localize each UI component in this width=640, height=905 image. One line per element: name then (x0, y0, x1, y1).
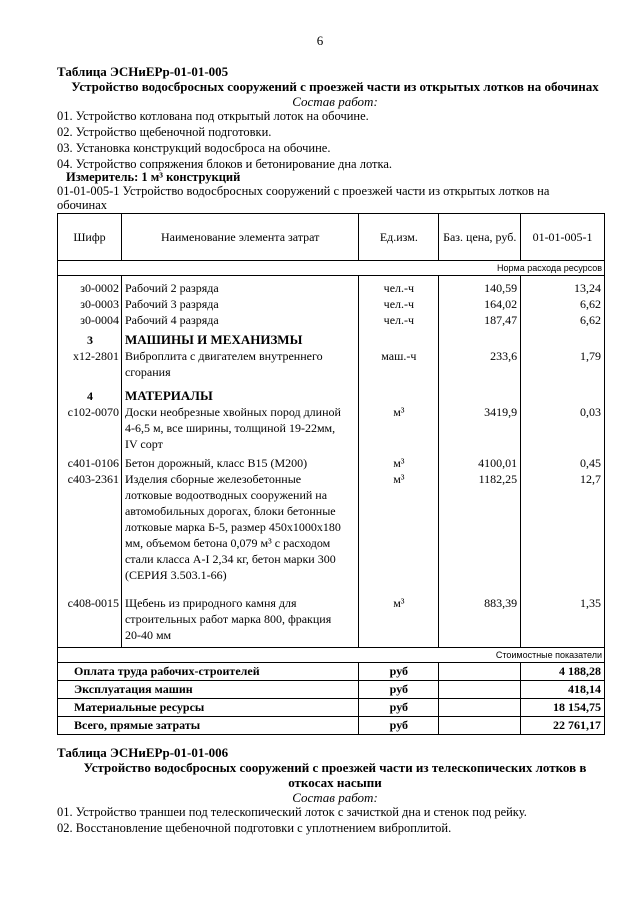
cost-label: Стоимостные показатели (58, 648, 605, 663)
row-unit: м³ (359, 404, 439, 452)
norm-label: Норма расхода ресурсов (58, 261, 605, 276)
row-name-line: автомобильных дорогах, блоки бетонные (124, 504, 336, 518)
table-row (58, 452, 605, 471)
row-price: 4100,01 (439, 452, 521, 471)
table1-sostav-label: Состав работ: (292, 94, 378, 109)
total-name: Оплата труда рабочих-строителей (58, 663, 359, 681)
table-row (58, 583, 605, 648)
table1-subtitle: Устройство водосбросных сооружений с проезжей части из открытых лотков на обочинах (71, 79, 599, 94)
table-row (58, 404, 605, 452)
section-number: 4 (58, 380, 122, 404)
row-unit: м³ (359, 471, 439, 583)
table2-work-item: 01. Устройство траншеи под телескопический лоток с зачисткой дна и стенок под рейку. (57, 805, 527, 819)
cost-label-row (58, 648, 605, 663)
row-norm: 6,62 (521, 296, 605, 312)
row-price: 233,6 (439, 348, 521, 380)
row-price: 187,47 (439, 312, 521, 328)
row-name-line: IV сорт (124, 437, 163, 451)
row-name-line: 20-40 мм (124, 628, 172, 642)
row-name-line: 4-6,5 м, все ширины, толщиной 19-22мм, (124, 421, 336, 435)
row-name-line: сгорания (124, 365, 171, 379)
row-norm: 0,03 (521, 404, 605, 452)
table1-work-item: 04. Устройство сопряжения блоков и бетонирование дна лотка. (57, 157, 393, 171)
row-code: с408-0015 (58, 583, 122, 648)
row-name-line: мм, объемом бетона 0,079 м³ с расходом (124, 536, 331, 550)
table1-measure: Измеритель: 1 м³ конструкций (66, 170, 241, 184)
section-row-machines (58, 328, 605, 348)
row-norm: 0,45 (521, 452, 605, 471)
row-name (121, 404, 358, 452)
row-norm: 6,62 (521, 312, 605, 328)
row-name-line: Виброплита с двигателем внутреннего (124, 349, 323, 363)
total-unit: руб (359, 663, 439, 681)
total-unit: руб (359, 699, 439, 717)
total-name: Материальные ресурсы (58, 699, 359, 717)
table2-subtitle-line: откосах насыпи (288, 775, 382, 790)
total-unit: руб (359, 681, 439, 699)
row-name: Рабочий 3 разряда (121, 296, 358, 312)
row-unit: м³ (359, 583, 439, 648)
header-norm: 01-01-005-1 (521, 214, 605, 261)
table1-work-item: 02. Устройство щебеночной подготовки. (57, 125, 272, 139)
row-name (121, 452, 358, 471)
total-name: Эксплуатация машин (58, 681, 359, 699)
row-name-line: Доски необрезные хвойных пород длиной (124, 405, 341, 419)
total-name: Всего, прямые затраты (58, 717, 359, 735)
row-name-line: Изделия сборные железобетонные (124, 472, 302, 486)
table1-caption-line: 01-01-005-1 Устройство водосбросных сооружений с проезжей части из открытых лотков на (57, 184, 550, 198)
row-norm: 12,7 (521, 471, 605, 583)
row-name-line: Бетон дорожный, класс В15 (М200) (124, 456, 308, 470)
row-name (121, 471, 358, 583)
table-row (58, 471, 605, 583)
row-price: 140,59 (439, 280, 521, 296)
row-code: с102-0070 (58, 404, 122, 452)
total-row (58, 699, 605, 717)
row-code: з0-0003 (58, 296, 122, 312)
row-name-line: строительных работ марка 800, фракция (124, 612, 332, 626)
table-row (58, 348, 605, 380)
row-norm: 13,24 (521, 280, 605, 296)
total-row (58, 681, 605, 699)
total-value: 4 188,28 (521, 663, 605, 681)
row-name: Рабочий 4 разряда (121, 312, 358, 328)
row-unit: чел.-ч (359, 296, 439, 312)
row-name-line: Щебень из природного камня для (124, 596, 297, 610)
total-value: 22 761,17 (521, 717, 605, 735)
row-code: з0-0002 (58, 280, 122, 296)
row-name-line: (СЕРИЯ 3.503.1-66) (124, 568, 227, 582)
table1-title: Таблица ЭСНиЕРр-01-01-005 (57, 64, 229, 79)
total-row (58, 663, 605, 681)
total-row (58, 717, 605, 735)
section-title: МАТЕРИАЛЫ (121, 380, 358, 404)
section-number: 3 (58, 328, 122, 348)
total-unit: руб (359, 717, 439, 735)
row-unit: чел.-ч (359, 280, 439, 296)
table2-subtitle-line: Устройство водосбросных сооружений с проезжей части из телескопических лотков в (83, 760, 587, 775)
section-title: МАШИНЫ И МЕХАНИЗМЫ (121, 328, 358, 348)
header-unit: Ед.изм. (359, 214, 439, 261)
row-norm: 1,79 (521, 348, 605, 380)
row-price: 3419,9 (439, 404, 521, 452)
row-name-line: лотковые водоотводных сооружений на (124, 488, 328, 502)
row-code: с403-2361 (58, 471, 122, 583)
row-price: 883,39 (439, 583, 521, 648)
table-row (58, 312, 605, 328)
row-unit: чел.-ч (359, 312, 439, 328)
row-code: з0-0004 (58, 312, 122, 328)
row-price: 1182,25 (439, 471, 521, 583)
row-unit: маш.-ч (359, 348, 439, 380)
row-name-line: лотковые марка Б-5, размер 450х1000х180 (124, 520, 341, 534)
table1-caption-line: обочинах (57, 198, 107, 212)
table-header-row (58, 214, 605, 261)
table2-work-item: 02. Восстановление щебеночной подготовки с уплотнением виброплитой. (57, 821, 452, 835)
row-unit: м³ (359, 452, 439, 471)
row-name (121, 348, 358, 380)
row-name-line: стали класса А-I 2,34 кг, бетон марки 300 (124, 552, 336, 566)
total-value: 418,14 (521, 681, 605, 699)
row-name: Рабочий 2 разряда (121, 280, 358, 296)
resource-table (57, 213, 605, 735)
norm-label-row (58, 261, 605, 276)
total-value: 18 154,75 (521, 699, 605, 717)
row-name (121, 583, 358, 648)
header-price: Баз. цена, руб. (439, 214, 521, 261)
row-norm: 1,35 (521, 583, 605, 648)
page-number: 6 (316, 33, 324, 48)
row-code: с401-0106 (58, 452, 122, 471)
row-price: 164,02 (439, 296, 521, 312)
table-row (58, 296, 605, 312)
header-name: Наименование элемента затрат (121, 214, 358, 261)
row-code: х12-2801 (58, 348, 122, 380)
table2-sostav-label: Состав работ: (292, 790, 378, 805)
table2-title: Таблица ЭСНиЕРр-01-01-006 (57, 745, 229, 760)
table1-work-item: 03. Установка конструкций водосброса на обочине. (57, 141, 331, 155)
section-row-materials (58, 380, 605, 404)
header-code: Шифр (58, 214, 122, 261)
table1-work-item: 01. Устройство котлована под открытый лоток на обочине. (57, 109, 369, 123)
table-row (58, 280, 605, 296)
